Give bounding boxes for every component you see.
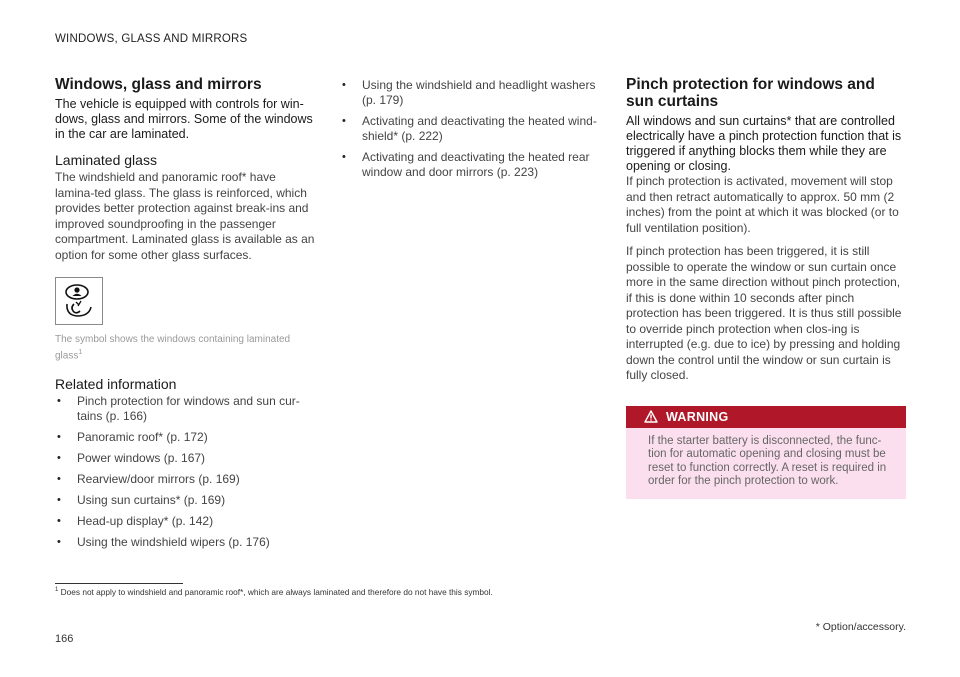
related-link[interactable]: • Pinch protection for windows and sun cur-tains (p. 166) [55,394,317,424]
pinch-protection-para-2: If pinch protection has been triggered, it is still possible to operate the window or sun curtain once more in the same direction without pinch protection, if this is done within 10 seconds after pinch protection has been triggered. It is thus still possible to override pinch protection when clos-ing is interrupted (e.g. due to ice) by pressing and holding down the control until the window or sun curtain is fully closed. [626,244,902,382]
warning-triangle-icon [644,410,658,423]
laminated-glass-figure [55,277,103,325]
figure-caption [55,333,305,362]
warning-header [626,406,906,428]
pinch-protection-para-1: If pinch protection is activated, movement will stop and then retract automatically to approx. 50 mm (2 inches) from the point at which it was blocked (or to full ventilation position). [626,174,899,235]
pinch-protection-title: Pinch protection for windows and sun curtains [626,76,875,110]
caption-text: The symbol shows the windows containing laminated glass [55,334,291,362]
warning-text: If the starter battery is disconnected, the func-tion for automatic opening and closing must be reset to function correctly. A reset is required in order for the pinch protection to work. [648,434,887,487]
related-link[interactable]: • Activating and deactivating the heated wind-shield* (p. 222) [340,114,610,144]
footnote-divider [55,583,183,584]
right-column [626,76,906,499]
footnote-text: Does not apply to windshield and panoramic roof*, which are always laminated and therefore do not have this symbol. [60,587,493,597]
warning-box [626,406,906,499]
related-link[interactable]: • Using the windshield and headlight washers (p. 179) [340,78,610,108]
related-link[interactable]: • Activating and deactivating the heated rear window and door mirrors (p. 223) [340,150,610,180]
section-title: Windows, glass and mirrors [55,76,262,93]
warning-label: WARNING [666,409,729,424]
pinch-protection-intro: All windows and sun curtains* that are controlled electrically have a pinch protection function that is triggered if anything blocks them while they are opening or closing. [626,114,902,173]
middle-column [340,78,610,186]
left-column [55,76,317,556]
related-link[interactable]: • Head-up display* (p. 142) [55,514,317,529]
related-link[interactable]: • Power windows (p. 167) [55,451,317,466]
footnote [55,587,493,597]
related-link[interactable]: • Using sun curtains* (p. 169) [55,493,317,508]
page-number: 166 [55,633,74,645]
related-information-list-continued [340,78,610,180]
option-accessory-note: * Option/accessory. [815,621,906,633]
related-link[interactable]: • Rearview/door mirrors (p. 169) [55,472,317,487]
laminated-glass-title: Laminated glass [55,152,157,168]
related-information-list [55,394,317,550]
laminated-glass-body: The windshield and panoramic roof* have lamina-ted glass. The glass is reinforced, which provides better protection against break-ins and improved soundproofing in the passenger compartment. Laminated glass is available as an option for some other glass surfaces. [55,170,315,262]
running-header: WINDOWS, GLASS AND MIRRORS [55,33,248,45]
related-link[interactable]: • Using the windshield wipers (p. 176) [55,535,317,550]
section-intro: The vehicle is equipped with controls for win-dows, glass and mirrors. Some of the windows in the car are laminated. [55,97,313,141]
related-link[interactable]: • Panoramic roof* (p. 172) [55,430,317,445]
caption-footnote-ref[interactable]: 1 [78,349,83,356]
laminated-glass-symbol-icon [60,282,100,322]
footnote-number: 1 [55,587,59,594]
related-information-title: Related information [55,376,177,393]
